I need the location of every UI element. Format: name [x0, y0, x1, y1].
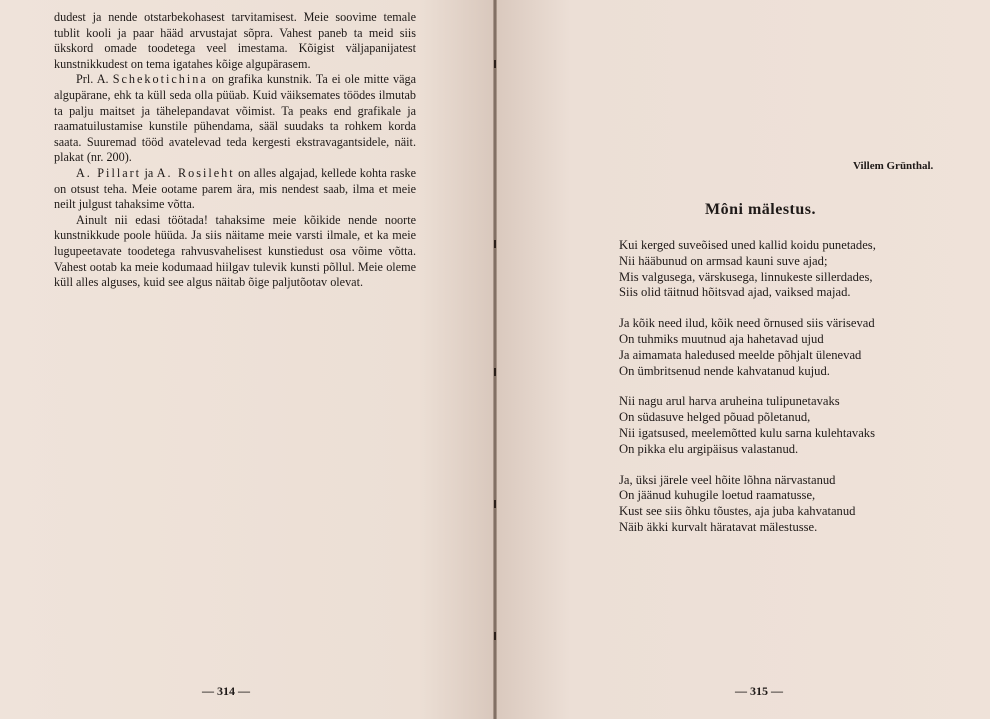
- poem-line: On ümbritsenud nende kahvatanud kujud.: [619, 363, 830, 378]
- stanza-2: [619, 316, 949, 379]
- page-number-left: — 314 —: [202, 684, 250, 698]
- artist-name-schekotichina: Schekotichina: [112, 72, 208, 87]
- left-page: [0, 0, 493, 719]
- poem-body: [619, 238, 949, 551]
- artist-name-pillart: A. Pillart: [76, 165, 142, 180]
- poem-author: Villem Grünthal.: [853, 160, 934, 172]
- stanza-1: [619, 238, 949, 301]
- poem-line: On tuhmiks muutnud aja hahetavad ujud: [619, 331, 824, 346]
- paragraph-4: [54, 213, 416, 291]
- paragraph-2-prefix: Prl. A.: [76, 72, 113, 87]
- poem-line: Kust see siis õhku tõustes, aja juba kahvatanud: [619, 504, 856, 519]
- artist-name-rosileht: A. Rosileht: [156, 165, 235, 180]
- poem-line: Näib äkki kurvalt häratavat mälestusse.: [619, 519, 818, 534]
- paragraph-4-lead: Ainult nii edasi töötada!: [76, 212, 208, 227]
- binding-stitch: [494, 240, 496, 248]
- binding-stitch: [494, 500, 496, 508]
- right-page: [497, 0, 990, 719]
- paragraph-2-body: Ta ei ole mitte väga algupärane, ehk ta küll seda olla püüab. Kuid väiksemates töödes ilmutab ta palju maitset ja tähelepandavat võimist. Ta peaks end grafikale ja raamatuilustamise kunstile pühendama, sääl suudaks ta rohkem korda saata. Suuremad tööd avatelevad teda kergesti ekstravagantsidele, näit. plakat (nr. 200).: [54, 72, 417, 165]
- stanza-4: [619, 473, 949, 536]
- page-number-right: — 315 —: [735, 684, 783, 698]
- poem-line: Nii igatsused, meelemõtted kulu sarna kulehtavaks: [619, 425, 876, 440]
- poem-line: Nii nagu arul harva aruheina tulipunetavaks: [619, 394, 840, 409]
- paragraph-2: [54, 72, 416, 166]
- paragraph-3: [54, 166, 416, 213]
- stanza-3: [619, 394, 949, 457]
- binding-stitch: [494, 368, 496, 376]
- left-page-text: [54, 10, 416, 291]
- paragraph-4-body: tahaksime meie kõikide nende noorte kunstnikkude poole hüüda. Ja siis näitame meie varsti ilmale, et ka meie lugupeetavate toodetega rahvusvahelisest kunstiedust osa võime võtta. Vahest ootab ka meie kodumaad hiilgav tulevik kunsti põllul. Meie oleme küll alles alguses, kuid see algus näitab õige paljutõotav olevat.: [54, 212, 416, 290]
- poem-line: Kui kerged suveõised uned kallid koidu punetades,: [619, 238, 876, 252]
- poem-line: Ja kõik need ilud, kõik need õrnused siis värisevad: [619, 316, 875, 331]
- poem-line: Mis valgusega, värskusega, linnukeste sillerdades,: [619, 269, 873, 284]
- poem-line: Siis olid täitnud hõitsvad ajad, vaiksed majad.: [619, 285, 851, 300]
- poem-line: Nii hääbunud on armsad kauni suve ajad;: [619, 253, 828, 268]
- poem-line: Ja aimamata haledused meelde põhjalt ülenevad: [619, 347, 862, 362]
- paragraph-3-mid: ja: [141, 165, 157, 180]
- poem-line: On südasuve helged põuad põletanud,: [619, 410, 811, 425]
- paragraph-2-after: on grafika kunstnik.: [207, 72, 316, 87]
- binding-stitch: [494, 60, 496, 68]
- binding-stitch: [494, 632, 496, 640]
- poem-line: On pikka elu argipäisus valastanud.: [619, 441, 799, 456]
- poem-line: On jäänud kuhugile loetud raamatusse,: [619, 488, 816, 503]
- poem-line: Ja, üksi järele veel hõite lõhna närvastanud: [619, 472, 836, 487]
- paragraph-3-body: on alles algajad, kellede kohta raske on otsust teha. Meie ootame parem ära, mis nendest saab, ilma et meie neilt julgust tahaksime võtta.: [54, 165, 417, 212]
- poem-title: Môni mälestus.: [705, 201, 816, 218]
- paragraph-4-after: [208, 213, 216, 227]
- paragraph-1: dudest ja nende otstarbekohasest tarvitamisest. Meie soovime temale tublit kooli ja paar hääd arvustajat sõpra. Vahest paneb ta meid siis ükskord omade toodetega veel imestama. Kõigist väljapanijatest kunstnikkudest on tema igatahes kõige algupärasem.: [54, 10, 416, 71]
